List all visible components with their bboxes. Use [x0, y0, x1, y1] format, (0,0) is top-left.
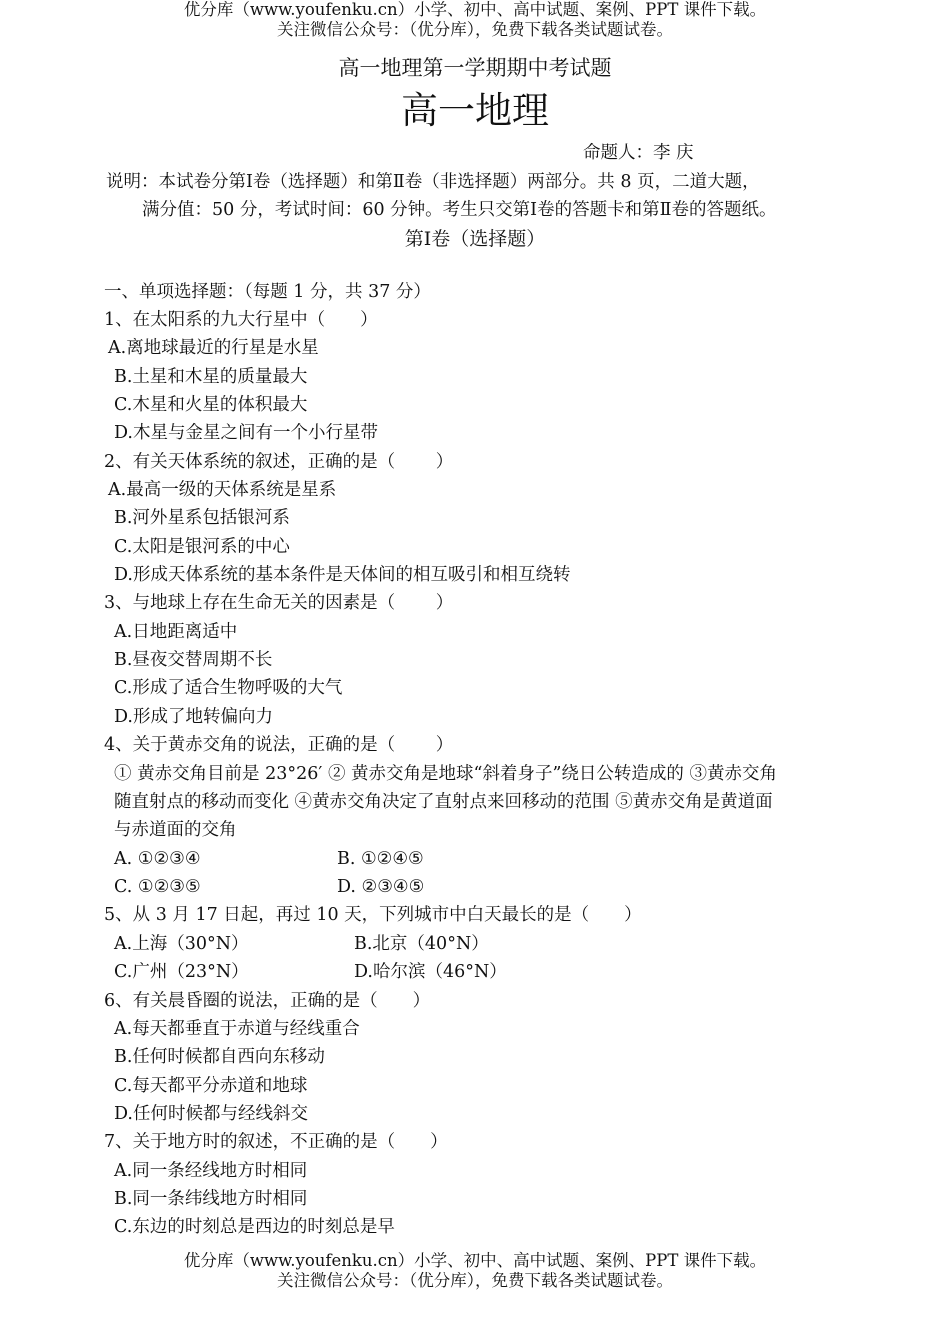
question-1-option-a: A.离地球最近的行星是水星: [108, 338, 319, 358]
question-4-option-d: D. ②③④⑤: [337, 877, 425, 897]
question-7-option-a: A.同一条经线地方时相同: [114, 1161, 308, 1181]
question-7-option-c: C.东边的时刻总是西边的时刻总是早: [114, 1217, 395, 1237]
question-5-option-c: C.广州（23°N）: [114, 962, 249, 982]
question-1-option-d: D.木星与金星之间有一个小行星带: [114, 423, 378, 443]
footer-line-1: 优分库（www.youfenku.cn）小学、初中、高中试题、案例、PPT 课件下载。: [183, 1251, 767, 1270]
question-2-option-d: D.形成天体系统的基本条件是天体间的相互吸引和相互绕转: [114, 565, 571, 585]
question-4-statements-line-2: 随直射点的移动而变化 ④黄赤交角决定了直射点来回移动的范围 ⑤黄赤交角是黄道面: [114, 792, 773, 812]
exam-note-line-1: 说明：本试卷分第Ⅰ卷（选择题）和第Ⅱ卷（非选择题）两部分。共 8 页，二道大题，: [106, 172, 760, 192]
question-4-stem: 4、关于黄赤交角的说法，正确的是（ ）: [104, 735, 454, 755]
exam-note-line-2: 满分值：50 分，考试时间：60 分钟。考生只交第Ⅰ卷的答题卡和第Ⅱ卷的答题纸。: [142, 200, 777, 220]
question-6-option-a: A.每天都垂直于赤道与经线重合: [114, 1019, 360, 1039]
question-5-option-b: B.北京（40°N）: [354, 934, 489, 954]
section-title: 第Ⅰ卷（选择题）: [404, 228, 546, 250]
question-7-option-b: B.同一条纬线地方时相同: [114, 1189, 308, 1209]
question-2-option-b: B.河外星系包括银河系: [114, 508, 290, 528]
question-6-option-c: C.每天都平分赤道和地球: [114, 1076, 308, 1096]
question-6-stem: 6、有关晨昏圈的说法，正确的是（ ）: [104, 991, 431, 1011]
question-6-option-b: B.任何时候都自西向东移动: [114, 1047, 325, 1067]
question-2-stem: 2、有关天体系统的叙述，正确的是（ ）: [104, 452, 454, 472]
question-3-option-d: D.形成了地转偏向力: [114, 707, 273, 727]
question-3-stem: 3、与地球上存在生命无关的因素是（ ）: [104, 593, 454, 613]
question-5-option-d: D.哈尔滨（46°N）: [354, 962, 507, 982]
exam-author: 命题人：李 庆: [583, 143, 694, 163]
exam-subtitle: 高一地理第一学期期中考试题: [338, 56, 612, 80]
question-2-option-c: C.太阳是银河系的中心: [114, 537, 290, 557]
question-7-stem: 7、关于地方时的叙述，不正确的是（ ）: [104, 1132, 448, 1152]
header-line-2: 关注微信公众号：（优分库），免费下载各类试题试卷。: [277, 20, 673, 39]
header-line-1: 优分库（www.youfenku.cn）小学、初中、高中试题、案例、PPT 课件下载。: [183, 0, 767, 19]
question-4-option-c: C. ①②③⑤: [114, 877, 201, 897]
question-2-option-a: A.最高一级的天体系统是星系: [108, 480, 337, 500]
question-1-stem: 1、在太阳系的九大行星中（ ）: [104, 310, 378, 330]
question-6-option-d: D.任何时候都与经线斜交: [114, 1104, 308, 1124]
question-1-option-b: B.土星和木星的质量最大: [114, 367, 308, 387]
exam-title: 高一地理: [401, 89, 549, 132]
question-4-statements-line-1: ① 黄赤交角目前是 23°26′ ② 黄赤交角是地球“斜着身子”绕日公转造成的 ③黄赤交角: [114, 764, 777, 784]
question-4-option-b: B. ①②④⑤: [337, 849, 424, 869]
footer-line-2: 关注微信公众号：（优分库），免费下载各类试题试卷。: [277, 1271, 673, 1290]
question-3-option-b: B.昼夜交替周期不长: [114, 650, 273, 670]
question-5-option-a: A.上海（30°N）: [114, 934, 249, 954]
question-1-option-c: C.木星和火星的体积最大: [114, 395, 308, 415]
question-4-option-a: A. ①②③④: [114, 849, 201, 869]
question-3-option-c: C.形成了适合生物呼吸的大气: [114, 678, 343, 698]
question-5-stem: 5、从 3 月 17 日起，再过 10 天，下列城市中白天最长的是（ ）: [104, 905, 642, 925]
question-4-statements-line-3: 与赤道面的交角: [114, 820, 237, 840]
part-heading: 一、单项选择题：（每题 1 分，共 37 分）: [104, 282, 431, 302]
question-3-option-a: A.日地距离适中: [114, 622, 238, 642]
